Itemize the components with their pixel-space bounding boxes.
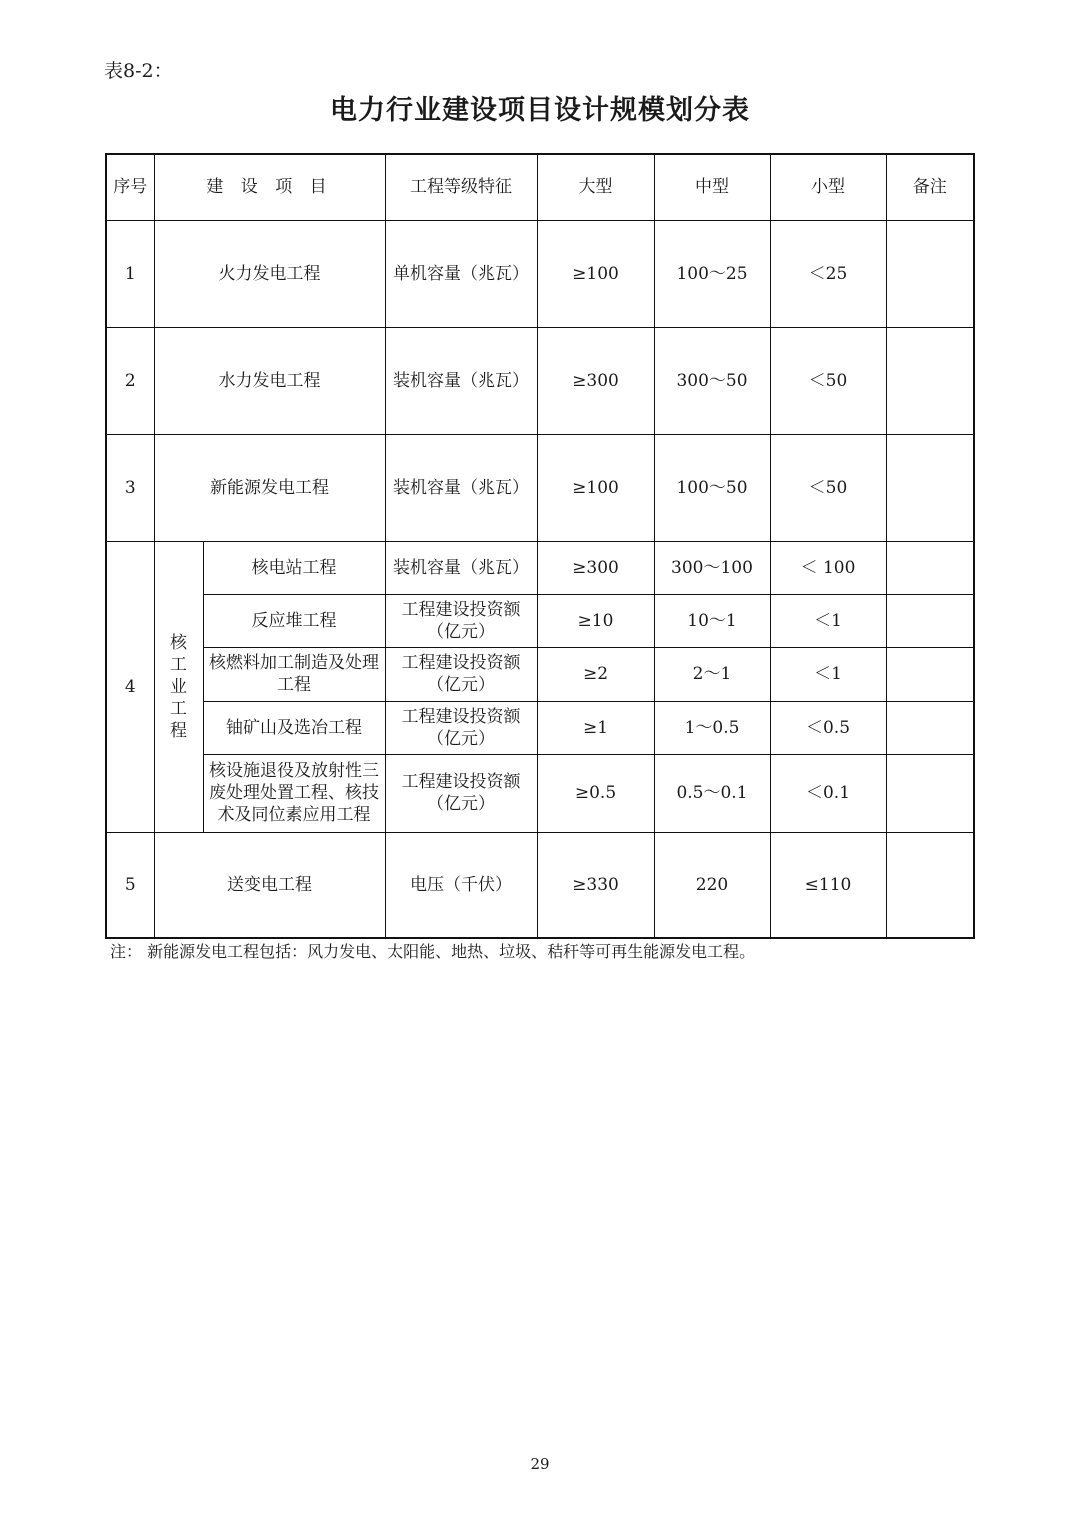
row-large: ≥100 — [537, 220, 654, 327]
row-seq: 4 — [106, 541, 154, 832]
row-small: ≤110 — [770, 832, 886, 938]
row-small: ＜ 100 — [770, 541, 886, 594]
row-medium: 300～50 — [654, 327, 770, 434]
row-medium: 300～100 — [654, 541, 770, 594]
row-large: ≥330 — [537, 832, 654, 938]
row-medium: 220 — [654, 832, 770, 938]
row-seq: 3 — [106, 434, 154, 541]
row-project: 送变电工程 — [154, 832, 385, 938]
row-small: ＜1 — [770, 647, 886, 701]
header-large: 大型 — [537, 154, 654, 220]
row-small: ＜50 — [770, 327, 886, 434]
nuclear-group-char: 程 — [170, 720, 187, 741]
row-feature: 装机容量（兆瓦） — [385, 541, 537, 594]
table-row — [106, 220, 974, 327]
row-feature: 工程建设投资额（亿元） — [385, 647, 537, 701]
row-project: 水力发电工程 — [154, 327, 385, 434]
nuclear-group-char: 工 — [170, 698, 187, 719]
row-medium: 100～50 — [654, 434, 770, 541]
row-small: ＜0.5 — [770, 701, 886, 754]
row-feature: 工程建设投资额（亿元） — [385, 701, 537, 754]
row-large: ≥100 — [537, 434, 654, 541]
row-seq: 1 — [106, 220, 154, 327]
table-row — [106, 594, 974, 647]
row-project: 核燃料加工制造及处理工程 — [203, 647, 385, 701]
row-large: ≥300 — [537, 327, 654, 434]
row-remark — [886, 832, 974, 938]
header-project: 建 设 项 目 — [154, 154, 385, 220]
row-project: 火力发电工程 — [154, 220, 385, 327]
nuclear-group-label — [154, 541, 203, 832]
row-feature: 电压（千伏） — [385, 832, 537, 938]
header-row — [106, 154, 974, 220]
row-remark — [886, 327, 974, 434]
row-seq: 5 — [106, 832, 154, 938]
header-small: 小型 — [770, 154, 886, 220]
row-medium: 2～1 — [654, 647, 770, 701]
table-label: 表8-2： — [104, 60, 173, 82]
table-note: 注： 新能源发电工程包括：风力发电、太阳能、地热、垃圾、秸秆等可再生能源发电工程。 — [110, 942, 756, 961]
row-small: ＜25 — [770, 220, 886, 327]
row-remark — [886, 434, 974, 541]
row-small: ＜0.1 — [770, 754, 886, 832]
table-row — [106, 754, 974, 832]
row-project: 铀矿山及选冶工程 — [203, 701, 385, 754]
header-seq: 序号 — [106, 154, 154, 220]
row-remark — [886, 647, 974, 701]
row-project: 核设施退役及放射性三废处理处置工程、核技术及同位素应用工程 — [203, 754, 385, 832]
row-feature: 装机容量（兆瓦） — [385, 327, 537, 434]
table-row — [106, 832, 974, 938]
page-number: 29 — [530, 1455, 550, 1473]
row-remark — [886, 220, 974, 327]
row-remark — [886, 594, 974, 647]
row-feature: 装机容量（兆瓦） — [385, 434, 537, 541]
row-small: ＜1 — [770, 594, 886, 647]
row-seq: 2 — [106, 327, 154, 434]
row-large: ≥300 — [537, 541, 654, 594]
row-feature: 工程建设投资额（亿元） — [385, 594, 537, 647]
document-title: 电力行业建设项目设计规模划分表 — [330, 95, 750, 126]
nuclear-group-char: 业 — [170, 676, 187, 697]
row-medium: 0.5～0.1 — [654, 754, 770, 832]
table-row — [106, 541, 974, 594]
row-large: ≥2 — [537, 647, 654, 701]
table-row — [106, 701, 974, 754]
header-remark: 备注 — [886, 154, 974, 220]
row-large: ≥1 — [537, 701, 654, 754]
header-medium: 中型 — [654, 154, 770, 220]
row-medium: 10～1 — [654, 594, 770, 647]
header-feature: 工程等级特征 — [385, 154, 537, 220]
row-small: ＜50 — [770, 434, 886, 541]
row-project: 核电站工程 — [203, 541, 385, 594]
row-project: 反应堆工程 — [203, 594, 385, 647]
row-remark — [886, 754, 974, 832]
row-feature: 单机容量（兆瓦） — [385, 220, 537, 327]
row-large: ≥10 — [537, 594, 654, 647]
table-row — [106, 647, 974, 701]
row-project: 新能源发电工程 — [154, 434, 385, 541]
nuclear-group-char: 工 — [170, 654, 187, 675]
nuclear-group-char: 核 — [170, 632, 187, 653]
table-row — [106, 327, 974, 434]
table-row — [106, 434, 974, 541]
row-feature: 工程建设投资额（亿元） — [385, 754, 537, 832]
row-medium: 1～0.5 — [654, 701, 770, 754]
scale-classification-table — [105, 153, 975, 939]
row-large: ≥0.5 — [537, 754, 654, 832]
row-remark — [886, 541, 974, 594]
row-remark — [886, 701, 974, 754]
row-medium: 100～25 — [654, 220, 770, 327]
